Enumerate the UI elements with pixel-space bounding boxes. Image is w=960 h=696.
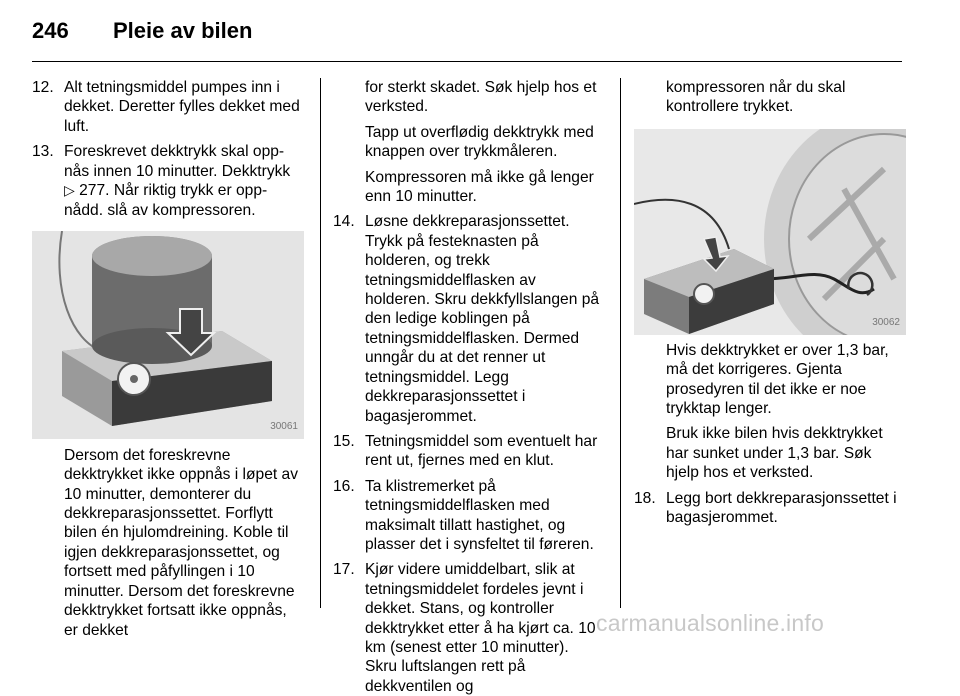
- paragraph: Dersom det foreskrevne dekktrykket ikke oppnås i løpet av 10 minutter, demonterer du dekkreparasjonssettet. Forflytt bilen én hjulomdreining. Koble til igjen dekkreparasjonssettet, og fortsett med påfyllingen i 10 minutter. Dersom det foreskrevne dekktrykket fortsatt ikke oppnås, er dekket: [64, 446, 299, 639]
- column-3: [634, 78, 906, 527]
- paragraph: Tapp ut overflødig dekktrykk med knappen over trykkmåleren.: [365, 123, 594, 161]
- step-text-line: nås innen 10 minutter. Dekktrykk: [64, 162, 291, 180]
- step-16: [333, 477, 605, 555]
- step-text: Tetningsmiddel som eventuelt har rent ut, fjernes med en klut.: [365, 432, 598, 470]
- step-number: 15.: [333, 432, 355, 450]
- page-reference[interactable]: 277: [79, 182, 106, 200]
- step-text: Kjør videre umiddelbart, slik at tetningsmiddelet fordeles jevnt i dekket. Stans, og kontroller dekktrykket etter å ha kjørt ca. 10 km (senest etter 10 minutter). Skru luftslangen rett på dekkventilen og: [365, 561, 596, 695]
- step-18: [634, 489, 906, 528]
- step-text: [64, 142, 304, 221]
- tire-compressor-figure: [634, 129, 906, 335]
- compressor-illustration: [32, 231, 304, 439]
- step-14: [333, 212, 605, 425]
- step-text-line: nådd. slå av kompressoren.: [64, 202, 256, 220]
- tire-compressor-illustration: [634, 129, 906, 335]
- step-17: [333, 560, 605, 696]
- paragraph: Bruk ikke bilen hvis dekktrykket har sunket under 1,3 bar. Søk hjelp hos et verksted.: [666, 425, 883, 482]
- page-number: 246: [32, 18, 69, 43]
- step-text: Legg bort dekkreparasjonssettet i bagasjerommet.: [666, 489, 897, 527]
- column-2: [333, 78, 605, 696]
- step-13: [32, 142, 304, 221]
- watermark: carmanualsonline.info: [596, 610, 824, 636]
- header-rule: [32, 61, 902, 62]
- page-header: [0, 0, 960, 62]
- step-number: 16.: [333, 477, 355, 495]
- paragraph: for sterkt skadet. Søk hjelp hos et verksted.: [365, 79, 597, 116]
- column-divider-2: [620, 78, 621, 608]
- step-text-line: . Når riktig trykk er opp-: [105, 182, 268, 200]
- step-text-line: Foreskrevet dekktrykk skal opp-: [64, 143, 285, 161]
- arrow-reference-icon: ▷: [64, 183, 75, 200]
- paragraph: kompressoren når du skal kontrollere trykket.: [666, 79, 846, 116]
- step-15: [333, 432, 605, 471]
- compressor-figure: [32, 231, 304, 439]
- step-text: Løsne dekkreparasjonssettet. Trykk på festeknasten på holderen, og trekk tetningsmiddelflasken av holderen. Skru dekkfyllslangen på den ledige koblingen på tetningsmiddelflasken. Dermed unngår du at det renner ut tetningsmiddel. Legg dekkreparasjonssettet i bagasjerommet.: [365, 213, 600, 425]
- column-1: [32, 78, 304, 640]
- figure-label: 30061: [270, 421, 298, 433]
- step-number: 14.: [333, 213, 355, 231]
- column-divider-1: [320, 78, 321, 608]
- step-number: 12.: [32, 79, 54, 96]
- step-number: 13.: [32, 143, 54, 161]
- step-text: Ta klistremerket på tetningsmiddelflasken med maksimalt tillatt hastighet, og plasser det i synsfeltet til føreren.: [365, 477, 594, 553]
- step-12: [32, 78, 304, 136]
- figure-label: 30062: [872, 317, 900, 329]
- step-text: Alt tetningsmiddel pumpes inn i dekket. Deretter fylles dekket med luft.: [64, 79, 300, 135]
- step-number: 17.: [333, 561, 355, 579]
- paragraph: Hvis dekktrykket er over 1,3 bar, må det korrigeres. Gjenta prosedyren til det ikke er noe trykktap lenger.: [666, 341, 889, 418]
- paragraph: Kompressoren må ikke gå lenger enn 10 minutter.: [365, 168, 594, 206]
- page-title: Pleie av bilen: [113, 18, 253, 43]
- step-number: 18.: [634, 489, 656, 507]
